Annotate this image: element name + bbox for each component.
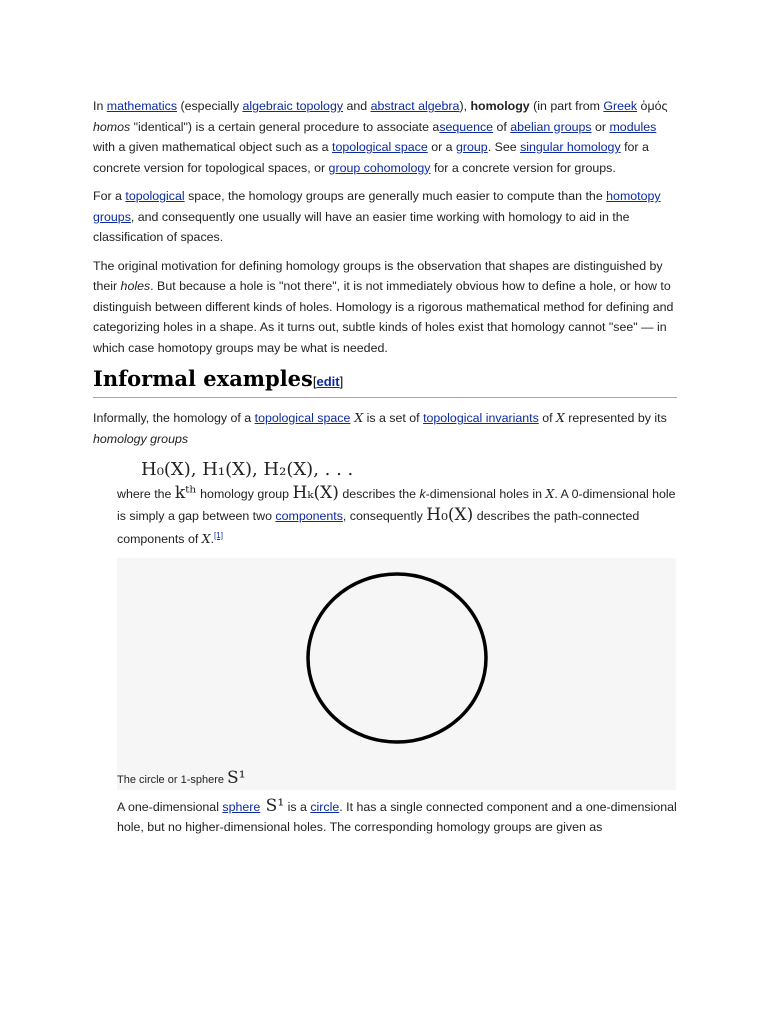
- link-mathematics[interactable]: mathematics: [106, 99, 178, 113]
- section-heading-informal-examples: Informal examples[edit]: [93, 366, 677, 398]
- link-greek[interactable]: Greek: [603, 99, 638, 113]
- circle-illustration: [117, 558, 676, 790]
- circle-figure: [117, 558, 676, 790]
- link-group-cohomology[interactable]: group cohomology: [328, 160, 431, 175]
- reference-1[interactable]: [1]: [214, 531, 223, 540]
- link-topological-invariants[interactable]: topological invariants: [423, 411, 539, 425]
- edit-link[interactable]: edit: [316, 374, 340, 389]
- link-components[interactable]: components: [275, 508, 343, 523]
- circle-shape: [308, 574, 486, 742]
- link-circle[interactable]: circle: [310, 799, 340, 814]
- link-group[interactable]: group: [456, 140, 488, 154]
- link-sphere[interactable]: sphere: [222, 799, 261, 814]
- article-body: [93, 96, 677, 846]
- sphere-paragraph: A one-dimensional sphere S¹ is a circle. It has a single connected component and a one-dimensional hole, but no higher-dimensional holes. The corresponding homology groups are given as: [117, 795, 677, 835]
- paragraph-2: For a topological space, the homology groups are generally much easier to compute than the homotopy groups, and consequently one usually will have an easier time working with homology to aid in the classification of spaces.: [93, 189, 661, 244]
- edit-section: [edit]: [312, 374, 344, 389]
- link-topological-space-2[interactable]: topological space: [254, 411, 351, 425]
- where-paragraph: where the kᵗʰ homology group Hₖ(X) describes the k-dimensional holes in X. A 0-dimensional hole is simply a gap between two components, consequently H₀(X) describes the path-connected components of X.[1]: [117, 483, 676, 547]
- informal-paragraph: Informally, the homology of a topological space X is a set of topological invariants of X represented by its homology groups: [93, 410, 667, 446]
- term-homology: homology: [470, 99, 530, 113]
- link-singular-homology[interactable]: singular homology: [520, 140, 621, 154]
- link-modules[interactable]: modules: [609, 119, 657, 134]
- link-homotopy-groups[interactable]: homotopy groups: [93, 189, 661, 224]
- paragraph-3: The original motivation for defining homology groups is the observation that shapes are distinguished by their holes. But because a hole is "not there", it is not immediately obvious how to define a hole, or how to distinguish between different kinds of holes. Homology is a rigorous mathematical method for defining and categorizing holes in a shape. As it turns out, subtle kinds of holes exist that homology cannot "see" — in which case homotopy groups may be what is needed.: [93, 258, 674, 355]
- link-sequence[interactable]: sequence: [439, 119, 494, 134]
- intro-paragraph: In mathematics (especially algebraic topology and abstract algebra), homology (in part from Greek ὁμός homos "identical") is a certain general procedure to associate asequence of abelian groups or modules with a given mathematical object such as a topological space or a group. See singular homology for a concrete version for topological spaces, or group cohomology for a concrete version for groups.: [93, 99, 668, 175]
- link-abstract-algebra[interactable]: abstract algebra: [370, 99, 460, 113]
- link-abelian-groups[interactable]: abelian groups: [510, 119, 592, 134]
- homology-groups-formula: H₀(X), H₁(X), H₂(X), . . .: [141, 459, 354, 480]
- figure-caption: The circle or 1-sphere S¹: [117, 767, 246, 788]
- link-algebraic-topology[interactable]: algebraic topology: [242, 99, 344, 113]
- link-topological[interactable]: topological: [125, 189, 185, 203]
- link-topological-space[interactable]: topological space: [332, 140, 428, 154]
